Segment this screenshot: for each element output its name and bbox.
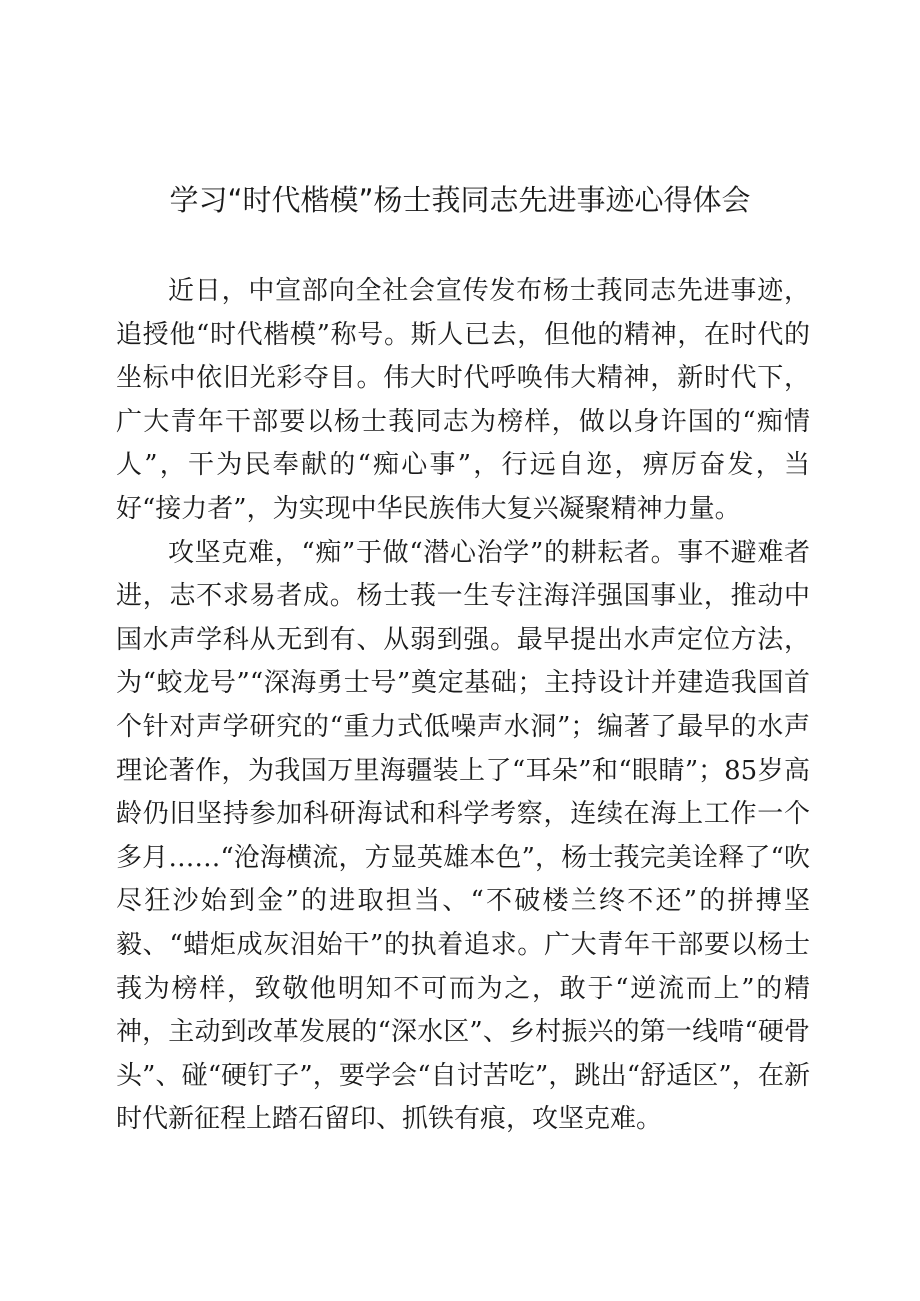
paragraph-intro: 近日，中宣部向全社会宣传发布杨士莪同志先进事迹，追授他“时代楷模”称号。斯人已去，但他的精神，在时代的坐标中依旧光彩夺目。伟大时代呼唤伟大精神，新时代下，广大青年干部要以杨士莪同志为榜样，做以身许国的“痴情人”，干为民奉献的“痴心事”，行远自迩，痹厉奋发，当好“接力者”，为实现中华民族伟大复兴凝聚精神力量。 — [116, 276, 810, 524]
document-body — [116, 270, 810, 1142]
paragraph-tackle-difficulties: 攻坚克难，“痴”于做“潜心治学”的耕耘者。事不避难者进，志不求易者成。杨士莪一生专注海洋强国事业，推动中国水声学科从无到有、从弱到强。最早提出水声定位方法，为“蛟龙号”“深海勇士号”奠定基础；主持设计并建造我国首个针对声学研究的“重力式低噪声水洞”；编著了最早的水声理论著作，为我国万里海疆装上了“耳朵”和“眼睛”；85岁高龄仍旧坚持参加科研海试和科学考察，连续在海上工作一个多月……“沧海横流，方显英雄本色”，杨士莪完美诠释了“吹尽狂沙始到金”的进取担当、“不破楼兰终不还”的拼搏坚毅、“蜡炬成灰泪始干”的执着追求。广大青年干部要以杨士莪为榜样，致敬他明知不可而为之，敢于“逆流而上”的精神，主动到改革发展的“深水区”、乡村振兴的第一线啃“硬骨头”、碰“硬钉子”，要学会“自讨苦吃”，跳出“舒适区”，在新时代新征程上踏石留印、抓铁有痕，攻坚克难。 — [116, 537, 810, 1135]
document-title: 学习“时代楷模”杨士莪同志先进事迹心得体会 — [169, 183, 751, 217]
